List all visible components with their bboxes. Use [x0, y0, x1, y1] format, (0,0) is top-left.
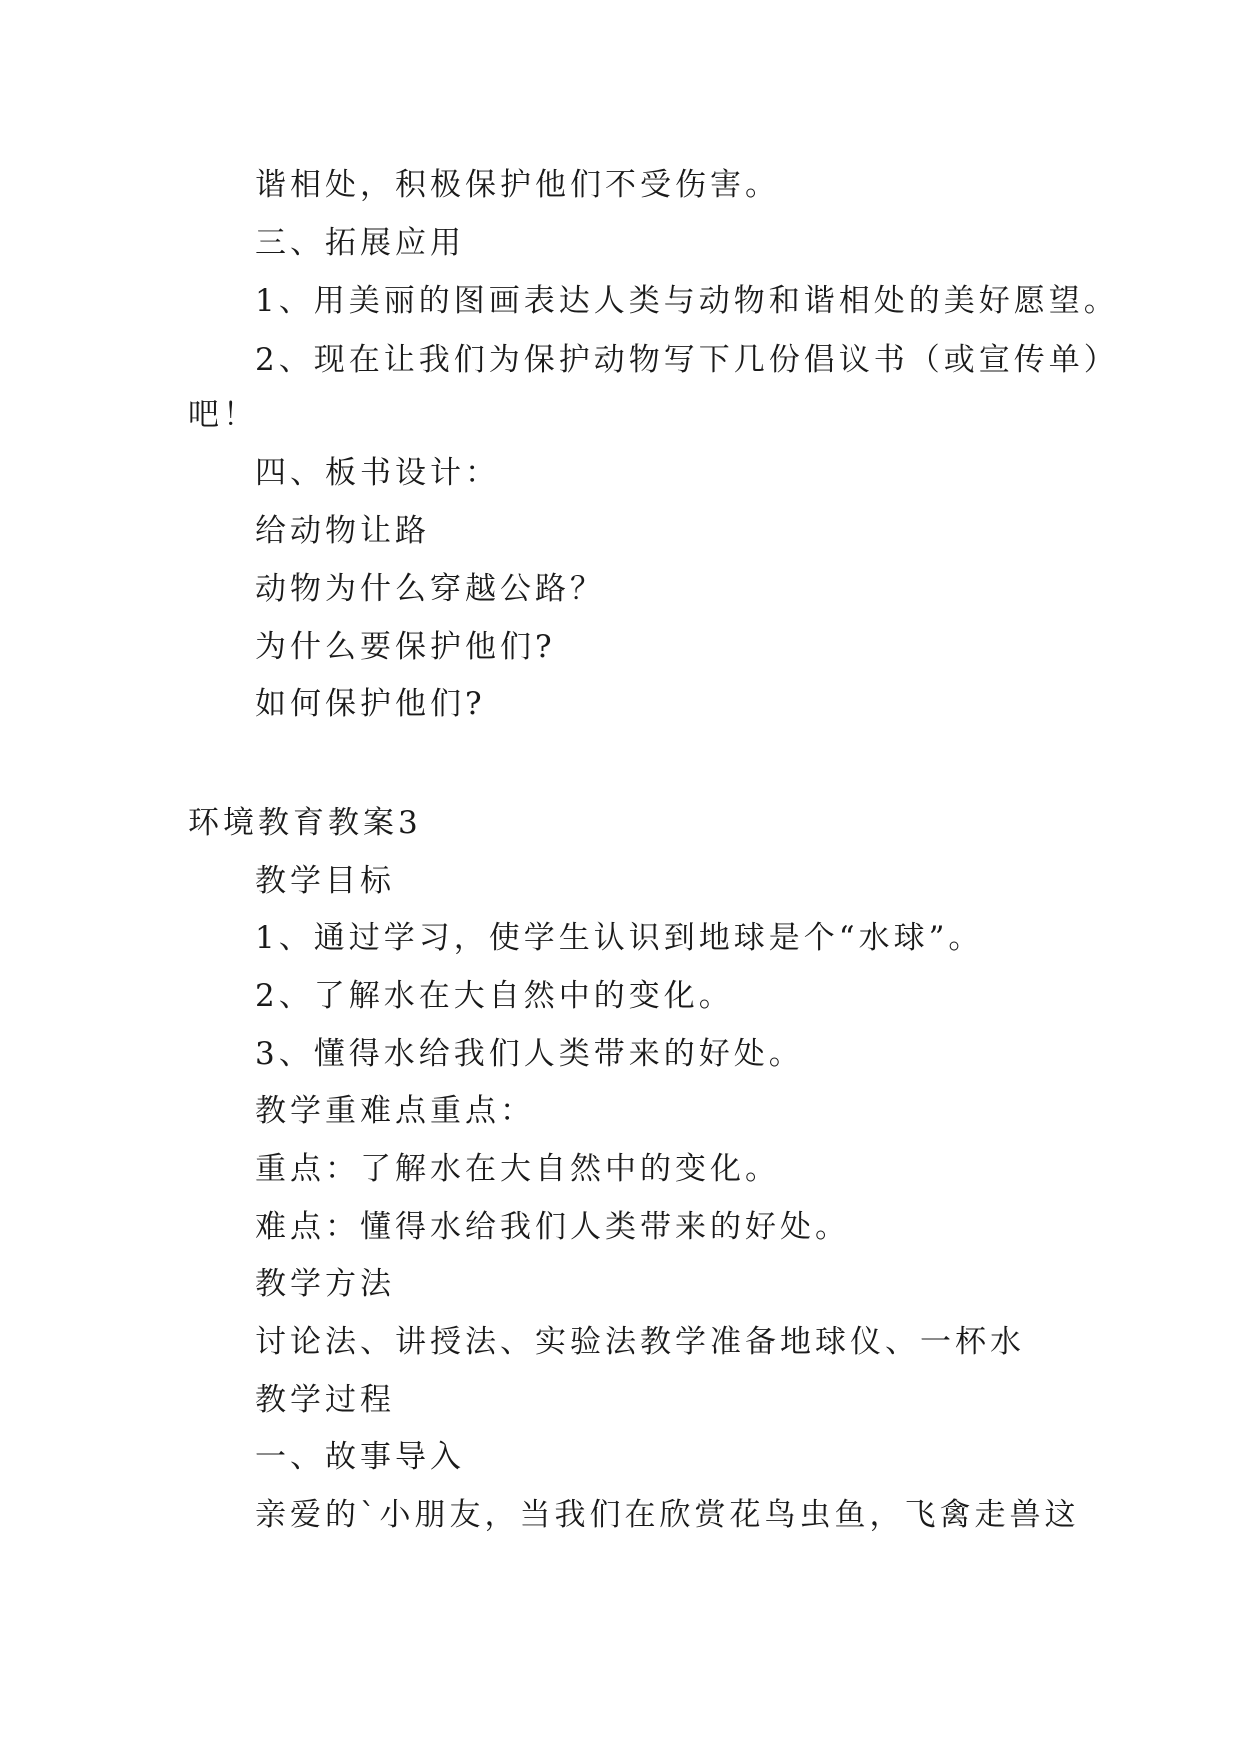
list-item-continuation: 吧！: [188, 397, 258, 433]
paragraph-text: 亲爱的`小朋友，当我们在欣赏花鸟虫鱼，飞禽走兽这: [255, 1497, 1080, 1533]
paragraph-continuation: 谐相处，积极保护他们不受伤害。: [255, 167, 780, 203]
list-item: 1、通过学习，使学生认识到地球是个“水球”。: [255, 920, 984, 956]
section-heading-extension: 三、拓展应用: [255, 225, 465, 261]
list-item: 2、现在让我们为保护动物写下几份倡议书（或宣传单）: [255, 342, 1119, 378]
board-line: 动物为什么穿越公路？: [255, 571, 605, 607]
board-line: 给动物让路: [255, 513, 430, 549]
board-line: 如何保护他们?: [255, 686, 486, 722]
section-heading-methods: 教学方法: [255, 1266, 395, 1302]
list-item: 3、懂得水给我们人类带来的好处。: [255, 1036, 804, 1072]
key-point: 重点：了解水在大自然中的变化。: [255, 1151, 780, 1187]
difficult-point: 难点：懂得水给我们人类带来的好处。: [255, 1209, 850, 1245]
list-item: 2、了解水在大自然中的变化。: [255, 978, 734, 1014]
section-heading-key-points: 教学重难点重点：: [255, 1093, 535, 1129]
section-heading-intro: 一、故事导入: [255, 1439, 465, 1475]
methods-text: 讨论法、讲授法、实验法教学准备地球仪、一杯水: [255, 1324, 1025, 1360]
list-item: 1、用美丽的图画表达人类与动物和谐相处的美好愿望。: [255, 283, 1119, 319]
section-heading-process: 教学过程: [255, 1382, 395, 1418]
document-title: 环境教育教案3: [188, 805, 422, 841]
board-line: 为什么要保护他们?: [255, 629, 556, 665]
section-heading-board-design: 四、板书设计：: [255, 455, 500, 491]
section-heading-goals: 教学目标: [255, 863, 395, 899]
